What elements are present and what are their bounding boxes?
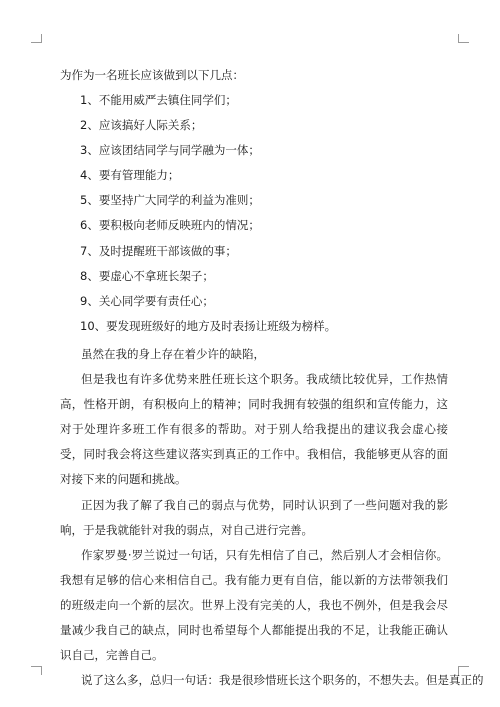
- list-item: 2、应该搞好人际关系；: [80, 118, 203, 133]
- crop-mark-top-left: [31, 34, 42, 43]
- paragraph: 说了这么多，总归一句话：我是很珍惜班长这个职务的，不想失去。但是真正的: [81, 673, 484, 688]
- crop-mark-bottom-left: [31, 666, 42, 675]
- duty-list: [60, 91, 448, 342]
- list-item: 8、要虚心不拿班长架子；: [80, 268, 214, 283]
- list-item: 4、要有管理能力；: [80, 168, 180, 183]
- list-item: 9、关心同学要有责任心；: [80, 293, 214, 308]
- paragraph: 作家罗曼·罗兰说过一句话，只有先相信了自己，然后别人才会相信你。我想有足够的信心来相信自己。我有能力更有自信，能以新的方法带领我们的班级走向一个新的层次。世界上没有完美的人，我也不例外，但是我会尽量减少我自己的缺点，同时也希望每个人都能提出我的不足，让我能正确认识自己，完善自己。: [60, 547, 448, 663]
- list-item: 1、不能用威严去镇住同学们；: [80, 93, 237, 107]
- list-item: 5、要坚持广大同学的利益为准则；: [80, 193, 260, 208]
- document-body: [60, 66, 484, 693]
- list-item: 10、要发现班级好的地方及时表扬让班级为榜样。: [80, 318, 337, 333]
- list-item: 7、及时提醒班干部该做的事；: [80, 243, 237, 258]
- list-item: 3、应该团结同学与同学融为一体；: [80, 143, 260, 158]
- crop-mark-top-right: [458, 34, 469, 43]
- paragraph: 但是我也有许多优势来胜任班长这个职务。我成绩比较优异，工作热情高，性格开朗，有积极向上的精神；同时我拥有较强的组织和宣传能力，这对于处理许多班工作有很多的帮助。对于别人给我提出的建议我会虚心接受，同时我会将这些建议落实到真正的工作中。我相信，我能够更从容的面对接下来的问题和挑战。: [60, 372, 448, 487]
- paragraph: 正因为我了解了我自己的弱点与优势，同时认识到了一些问题对我的影响，于是我就能针对我的弱点，对自己进行完善。: [60, 497, 448, 537]
- paragraph: 虽然在我的身上存在着少许的缺陷，: [81, 346, 265, 361]
- intro-line: 为作为一名班长应该做到以下几点：: [60, 68, 244, 82]
- list-item: 6、要积极向老师反映班内的情况；: [80, 218, 260, 233]
